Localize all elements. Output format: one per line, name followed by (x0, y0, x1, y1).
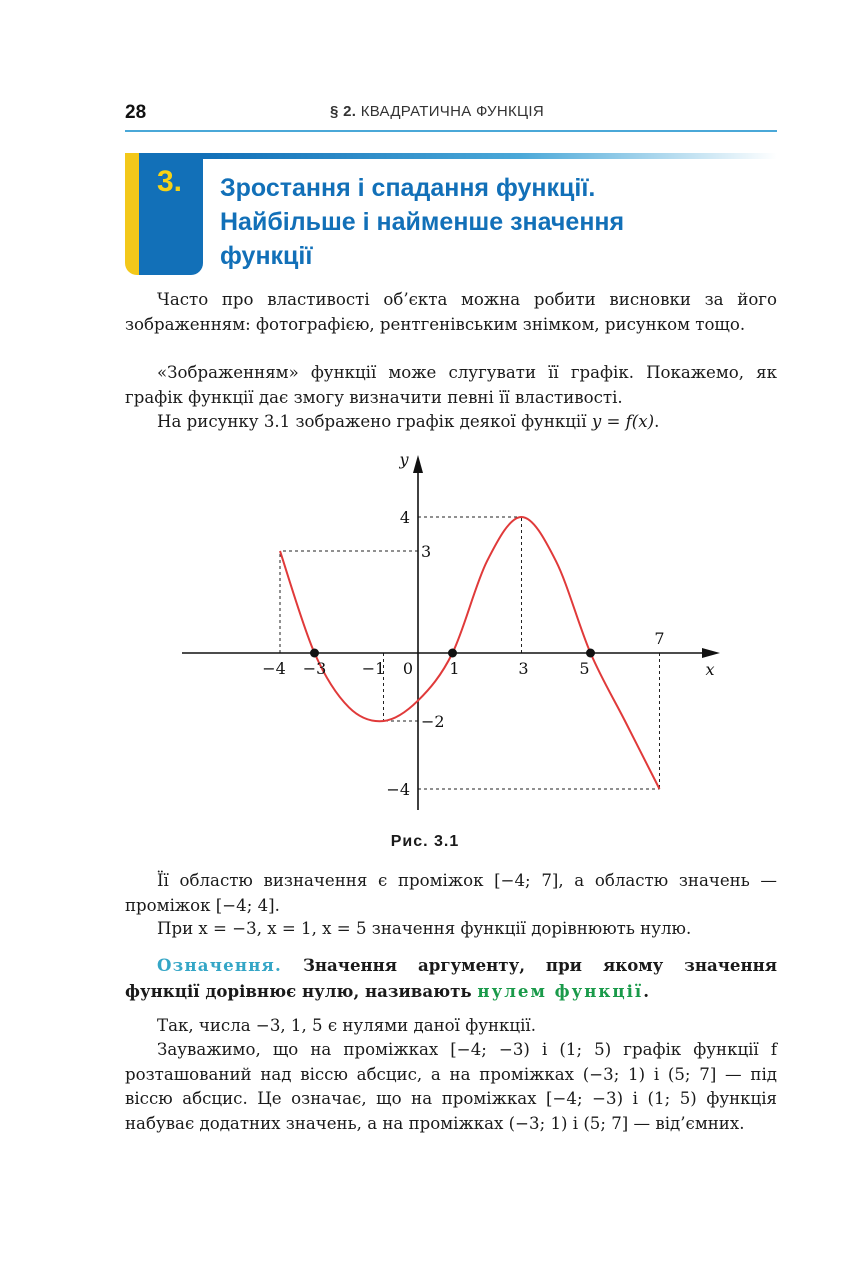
x-axis-arrow (702, 648, 720, 658)
x-axis-label: x (705, 660, 715, 679)
zeros-example-paragraph: Так, числа −3, 1, 5 є нулями даної функції. (157, 1016, 536, 1035)
x-tick-label-2: −1 (361, 659, 386, 678)
section-title-line-3: функції (220, 242, 313, 270)
y-axis-arrow (413, 455, 423, 473)
zeros-paragraph: При x = −3, x = 1, x = 5 значення функції дорівнюють нулю. (157, 919, 692, 938)
section-title (220, 171, 760, 273)
y-tick-label-3: −4 (386, 780, 410, 799)
figure-caption: Рис. 3.1 (390, 833, 460, 850)
gradient-top-bar (203, 153, 777, 159)
running-header (125, 100, 777, 132)
definition-term: нулем функції (477, 980, 644, 1001)
chapter-heading (330, 103, 544, 120)
intro-paragraph-3 (125, 410, 777, 435)
zero-point-0 (310, 649, 319, 658)
intro-paragraph-3-text: На рисунку 3.1 зображено графік деякої функції (157, 412, 592, 431)
yellow-accent-stripe (125, 153, 139, 275)
section-marker: § 2. (330, 103, 357, 120)
function-graph (170, 445, 730, 825)
function-formula: y = f(x) (591, 412, 655, 431)
intro-paragraph-3-end: . (654, 412, 660, 431)
chapter-title: КВАДРАТИЧНА ФУНКЦІЯ (360, 103, 545, 120)
y-tick-label-0: 4 (399, 508, 410, 527)
definition-text: Значення аргументу, при якому значення функції дорівнює нулю, називають (125, 955, 777, 1001)
intro-paragraph-2: «Зображенням» функції може слугувати її графік. Покажемо, як графік функції дає змогу визначити певні її властивості. (125, 363, 777, 407)
x-tick-label-4: 3 (518, 659, 529, 678)
section-title-band (125, 153, 777, 275)
x-tick-label-5: 5 (579, 659, 590, 678)
section-title-line-1: Зростання і спадання функції. (220, 174, 596, 202)
intro-paragraph-1: Часто про властивості об’єкта можна робити висновки за його зображенням: фотографією, рентгенівським знімком, рисунком тощо. (125, 290, 777, 334)
sign-intervals-paragraph: Зауважимо, що на проміжках [−4; −3) і (1; 5) графік функції f розташований над віссю абсцис, а на проміжках (−3; 1) і (5; 7] — під віссю абсцис. Це означає, що на проміжках [−4; −3) і (1; 5) функція набуває додатних значень, а на проміжках (−3; 1) і (5; 7] — від’ємних. (125, 1040, 777, 1133)
section-number: 3. (157, 165, 183, 198)
y-axis-label: y (399, 450, 409, 469)
section-number-box (139, 153, 203, 275)
definition-end: . (643, 980, 650, 1001)
y-tick-label-2: −2 (421, 712, 445, 731)
definition-label: Означення. (157, 955, 282, 975)
x-tick-label-3: 1 (449, 659, 460, 678)
domain-range-paragraph: Її областю визначення є проміжок [−4; 7], а областю значень — проміжок [−4; 4]. (125, 871, 777, 915)
page-number: 28 (125, 102, 147, 123)
zero-point-1 (448, 649, 457, 658)
section-title-line-2: Найбільше і найменше значення (220, 208, 625, 236)
zero-point-2 (586, 649, 595, 658)
x-tick-label-6: 7 (654, 629, 665, 648)
y-tick-label-1: 3 (421, 542, 432, 561)
x-tick-label-1: −3 (302, 659, 327, 678)
x-tick-label-0: −4 (262, 659, 286, 678)
definition-block (125, 953, 777, 1004)
origin-label: 0 (402, 659, 414, 678)
